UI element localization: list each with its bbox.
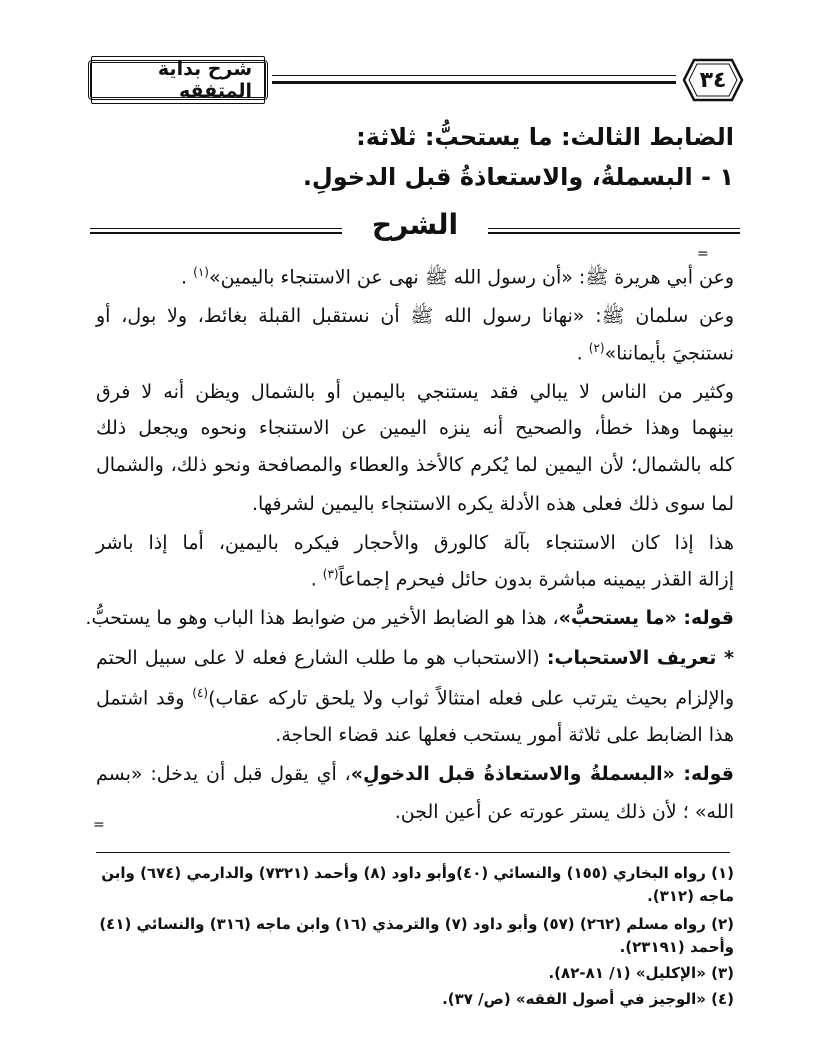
footnote-ref: (٣) bbox=[322, 567, 339, 581]
footnote: (٢) رواه مسلم (٢٦٢) (٥٧) وأبو داود (٧) والترمذي (١٦) وابن ماجه (٣١٦) والنسائي (٤١) bbox=[99, 915, 734, 933]
section-title-row bbox=[90, 206, 740, 252]
definition-label: * تعريف الاستحباب: bbox=[546, 647, 735, 669]
body-line: وعن أبي هريرة ﷺ: «أن رسول الله ﷺ نهى عن الاستنجاء باليمين»$^{(١)}$ . bbox=[181, 265, 734, 289]
rule-item-1: ١ - البسملةُ، والاستعاذةُ قبل الدخولِ. bbox=[302, 163, 734, 191]
page-number-badge bbox=[682, 58, 744, 102]
footnote-separator bbox=[96, 852, 730, 853]
page-header bbox=[88, 58, 744, 108]
bottom-mark: = bbox=[93, 817, 105, 833]
body-line: قوله: «البسملةُ والاستعاذةُ قبل الدخولِ»، أي يقول قبل أن يدخل: «بسم bbox=[96, 763, 735, 785]
footnote-ref: (٤) bbox=[192, 686, 209, 700]
body-line: هذا الضابط على ثلاثة أمور يستحب فعلها عند قضاء الحاجة. bbox=[275, 724, 734, 746]
book-title-frame bbox=[88, 60, 268, 100]
body-line: قوله: «ما يستحبُّ»، هذا هو الضابط الأخير من ضوابط هذا الباب وهو ما يستحبُّ. bbox=[85, 607, 734, 629]
quoted-term: قوله: «ما يستحبُّ» bbox=[558, 607, 734, 629]
body-line: بينهما وهذا خطأ، والصحيح أنه ينزه اليمين عن الاستنجاء ونحوه ويجعل ذلك bbox=[96, 417, 734, 439]
body-line: كله بالشمال؛ لأن اليمين لما يُكرم كالأخذ والعطاء والمصافحة ونحو ذلك، والشمال bbox=[96, 454, 734, 476]
footnote: (٣) «الإكليل» (١/ ٨١-٨٢). bbox=[548, 964, 734, 982]
body-line: * تعريف الاستحباب: (الاستحباب هو ما طلب الشارع فعله لا على سبيل الحتم bbox=[96, 647, 735, 669]
header-rule bbox=[272, 75, 676, 84]
footnote-ref: (١) bbox=[193, 265, 209, 279]
body-line: هذا إذا كان الاستنجاء بآلة كالورق والأحجار فيكره باليمين، أما إذا باشر bbox=[96, 532, 734, 554]
footnote: (١) رواه البخاري (١٥٥) والنسائي (٤٠)وأبو داود (٨) وأحمد (٧٣٢١) والدارمي (٦٧٤) وابن bbox=[101, 864, 734, 882]
page-number: ٣٤ bbox=[699, 67, 727, 93]
body-line: وكثير من الناس لا يبالي فقد يستنجي باليمين أو بالشمال ويظن أنه لا فرق bbox=[96, 381, 734, 403]
footnote: ماجه (٣١٢). bbox=[647, 887, 734, 905]
top-mark: = bbox=[697, 246, 709, 262]
body-line: نستنجيَ بأيماننا»$^{(٢)}$ . bbox=[576, 341, 734, 365]
body-line: وعن سلمان ﷺ: «نهانا رسول الله ﷺ أن نستقبل القبلة بغائط، ولا بول، أو bbox=[96, 305, 734, 327]
section-title: الشرح bbox=[371, 208, 459, 241]
title-rule-right bbox=[488, 228, 740, 234]
body-line: والإلزام بحيث يترتب على فعله امتثالاً ثواب ولا يلحق تاركه عقاب)$^{(٤)}$ وقد اشتمل bbox=[96, 686, 734, 710]
rule-heading: الضابط الثالث: ما يستحبُّ: ثلاثة: bbox=[356, 123, 734, 151]
body-line: إزالة القذر بيمينه مباشرة بدون حائل فيحرم إجماعاً$^{(٣)}$ . bbox=[310, 567, 734, 591]
footnote: (٤) «الوجيز في أصول الفقه» (ص/ ٣٧). bbox=[442, 990, 734, 1008]
body-line: الله» ؛ لأن ذلك يستر عورته عن أعين الجن. bbox=[394, 801, 734, 823]
footnote: وأحمد (٢٣١٩١). bbox=[619, 938, 734, 956]
book-title: شرح بداية المتفقه bbox=[91, 56, 265, 104]
footnote-ref: (٢) bbox=[588, 341, 605, 355]
quoted-term: قوله: «البسملةُ والاستعاذةُ قبل الدخولِ» bbox=[350, 763, 735, 785]
body-line: لما سوى ذلك فعلى هذه الأدلة يكره الاستنجاء باليمين لشرفها. bbox=[251, 493, 734, 515]
